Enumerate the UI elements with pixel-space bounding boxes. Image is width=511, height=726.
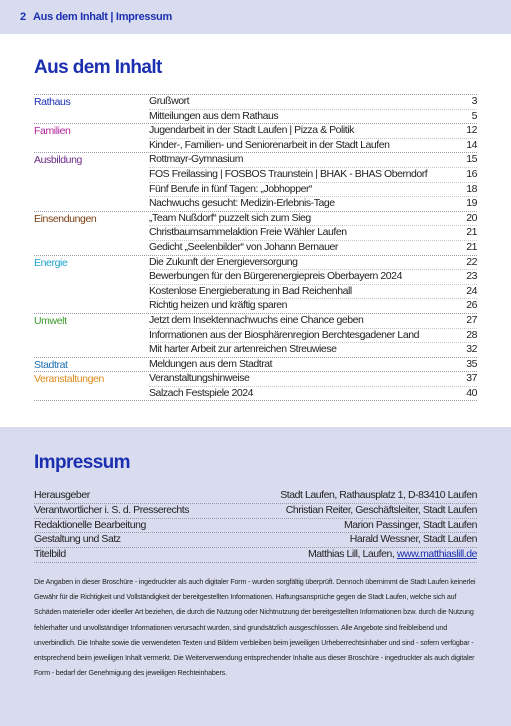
toc-entry[interactable]: [149, 314, 477, 328]
toc-entry[interactable]: [149, 386, 477, 401]
toc-title: Aus dem Inhalt: [34, 57, 162, 78]
header-title: Aus dem Inhalt | Impressum: [33, 11, 172, 23]
toc-entry[interactable]: [149, 269, 477, 284]
toc-entry-page: 23: [466, 270, 477, 283]
impressum-title: Impressum: [34, 452, 130, 473]
toc-entry-title: Bewerbungen für den Bürgerenergiepreis Oberbayern 2024: [149, 270, 402, 283]
toc-group: [34, 94, 477, 123]
toc-category: Rathaus: [34, 96, 71, 108]
toc-entry-title: Jetzt dem Insektennachwuchs eine Chance geben: [149, 313, 364, 326]
toc-entry-page: 35: [466, 357, 477, 370]
toc-entry[interactable]: [149, 95, 477, 109]
toc-entry-page: 32: [466, 343, 477, 356]
toc-group: [34, 313, 477, 357]
toc-entry[interactable]: [149, 256, 477, 270]
impressum-value-text: Harald Wessner, Stadt Laufen: [349, 533, 477, 546]
toc-entry-title: Jugendarbeit in der Stadt Laufen | Pizza & Politik: [149, 124, 354, 137]
toc-group: [34, 357, 477, 372]
toc-entry-page: 12: [466, 124, 477, 137]
toc-entry-page: 16: [466, 167, 477, 180]
toc-entry-title: Informationen aus der Biosphärenregion Berchtesgadener Land: [149, 328, 419, 341]
impressum-label: Redaktionelle Bearbeitung: [34, 518, 146, 531]
toc-entry[interactable]: [149, 212, 477, 226]
toc-category: Veranstaltungen: [34, 373, 104, 386]
toc-entry-title: Salzach Festspiele 2024: [149, 386, 254, 399]
toc-group: [34, 255, 477, 313]
toc-group: [34, 152, 477, 210]
toc-entry-page: 28: [466, 328, 477, 341]
toc-entry-title: Christbaumsammelaktion Freie Wähler Laufen: [149, 226, 347, 239]
toc-entry-title: Nachwuchs gesucht: Medizin-Erlebnis-Tage: [149, 197, 335, 210]
toc-entry-page: 3: [471, 95, 477, 107]
toc-entry-title: Die Zukunft der Energieversorgung: [149, 255, 298, 268]
toc-entry-title: Kinder-, Familien- und Seniorenarbeit in der Stadt Laufen: [149, 138, 390, 151]
impressum-value: [286, 504, 477, 518]
toc-entry-title: Meldungen aus dem Stadtrat: [149, 357, 273, 370]
toc-entry[interactable]: [149, 167, 477, 182]
toc-entry-title: Richtig heizen und kräftig sparen: [149, 299, 288, 312]
toc-entry-page: 20: [466, 211, 477, 224]
impressum-row: [34, 489, 477, 504]
toc-category: Stadtrat: [34, 358, 68, 371]
impressum-label: Gestaltung und Satz: [34, 533, 121, 546]
website-link[interactable]: www.matthiaslill.de: [396, 548, 477, 561]
toc-entry[interactable]: [149, 284, 477, 299]
toc-entry-page: 26: [466, 299, 477, 312]
impressum-row: [34, 519, 477, 534]
toc-entry-page: 21: [466, 240, 477, 253]
impressum-value-text: Marion Passinger, Stadt Laufen: [343, 518, 477, 531]
toc-entry-title: Mitteilungen aus dem Rathaus: [149, 109, 279, 122]
impressum-value-text: Stadt Laufen, Rathausplatz 1, D-83410 Laufen: [280, 489, 477, 501]
impressum-value: [308, 548, 477, 562]
impressum-value-text: Christian Reiter, Geschäftsleiter, Stadt Laufen: [285, 503, 477, 516]
toc-entry[interactable]: [149, 298, 477, 313]
disclaimer-text: Die Angaben in dieser Broschüre - ingedruckter als auch digitaler Form - wurden sorgfältig überprüft. Dennoch übernimmt die Stadt Laufen keinerlei Gewähr für die Richtigkeit und Vollständigkeit der bereitgestellten Informationen. Haftungsansprüche gegen die Stadt Laufen, welche sich auf Schäden materieller oder ideeller Art beziehen, die durch die Nutzung oder Nichtnutzung der bereitgestellten Informationen bzw. durch die Nutzung fehlerhafter und unvollständiger Informationen verursacht wurden, sind grundsätzlich ausgeschlossen. Alle Angebote sind freibleibend und unverbindlich. Die Inhalte sowie die verwendeten Texten und Bildern verbleiben beim jeweiligen Urheberrechtsinhaber und sind - sofern verfügbar - entsprechend beim jeweiligen Inhalt vermerkt. Die Weiterverwendung entsprechender Inhalte aus dieser Broschüre - ingedruckter als auch digitaler Form - bedarf der Genehmigung des jeweiligen Rechteinhabers.: [34, 578, 476, 678]
page-number: 2: [20, 11, 26, 23]
impressum-value: [350, 533, 477, 547]
toc-entry-title: Gedicht „Seelenbilder“ von Johann Bernauer: [149, 240, 338, 253]
toc-entry-page: 37: [466, 372, 477, 385]
toc-entry-page: 27: [466, 313, 477, 326]
toc-category: Energie: [34, 256, 68, 269]
toc-entry-title: Rottmayr-Gymnasium: [149, 153, 243, 166]
toc-entry-title: Kostenlose Energieberatung in Bad Reichenhall: [149, 284, 352, 297]
table-of-contents: [34, 94, 477, 401]
impressum-row: [34, 504, 477, 519]
toc-entry-page: 14: [466, 138, 477, 151]
toc-entry[interactable]: [149, 342, 477, 357]
toc-group: [34, 371, 477, 401]
toc-entry-title: „Team Nußdorf“ puzzelt sich zum Sieg: [149, 211, 311, 224]
toc-entry-page: 15: [466, 153, 477, 166]
toc-entry[interactable]: [149, 328, 477, 343]
toc-entry[interactable]: [149, 358, 477, 372]
toc-category: Familien: [34, 125, 71, 138]
impressum-label: Verantwortlicher i. S. d. Presserechts: [34, 503, 190, 516]
toc-entry[interactable]: [149, 124, 477, 138]
toc-group: [34, 123, 477, 152]
toc-entry-page: 18: [466, 182, 477, 195]
toc-entry[interactable]: [149, 153, 477, 167]
impressum-table: [34, 489, 477, 563]
toc-category: Ausbildung: [34, 154, 82, 167]
toc-entry-page: 40: [466, 386, 477, 399]
toc-entry[interactable]: [149, 182, 477, 197]
page-header: [0, 0, 511, 34]
impressum-label: Titelbild: [34, 548, 66, 561]
impressum-row: [34, 548, 477, 563]
toc-entry[interactable]: [149, 196, 477, 211]
toc-entry-page: 19: [466, 197, 477, 210]
toc-entry[interactable]: [149, 109, 477, 124]
toc-category: Umwelt: [34, 314, 67, 327]
toc-category: Einsendungen: [34, 212, 97, 225]
toc-group: [34, 211, 477, 255]
toc-entry[interactable]: [149, 372, 477, 386]
impressum-value: [344, 519, 477, 533]
toc-entry-page: 21: [466, 226, 477, 239]
toc-entry[interactable]: [149, 138, 477, 153]
toc-entry-title: Grußwort: [149, 95, 190, 107]
impressum-label: Herausgeber: [34, 489, 90, 501]
impressum-value-text: Matthias Lill, Laufen,: [307, 548, 397, 561]
impressum-value: [280, 489, 477, 503]
impressum-row: [34, 533, 477, 548]
toc-entry-title: Veranstaltungshinweise: [149, 372, 250, 385]
toc-entry-title: FOS Freilassing | FOSBOS Traunstein | BHAK - BHAS Oberndorf: [149, 167, 428, 180]
toc-entry-title: Mit harter Arbeit zur artenreichen Streuwiese: [149, 343, 337, 356]
toc-entry-title: Fünf Berufe in fünf Tagen: „Jobhopper“: [149, 182, 313, 195]
toc-entry-page: 22: [466, 255, 477, 268]
toc-entry-page: 24: [466, 284, 477, 297]
toc-entry[interactable]: [149, 225, 477, 240]
toc-entry-page: 5: [471, 109, 477, 122]
toc-entry[interactable]: [149, 240, 477, 255]
